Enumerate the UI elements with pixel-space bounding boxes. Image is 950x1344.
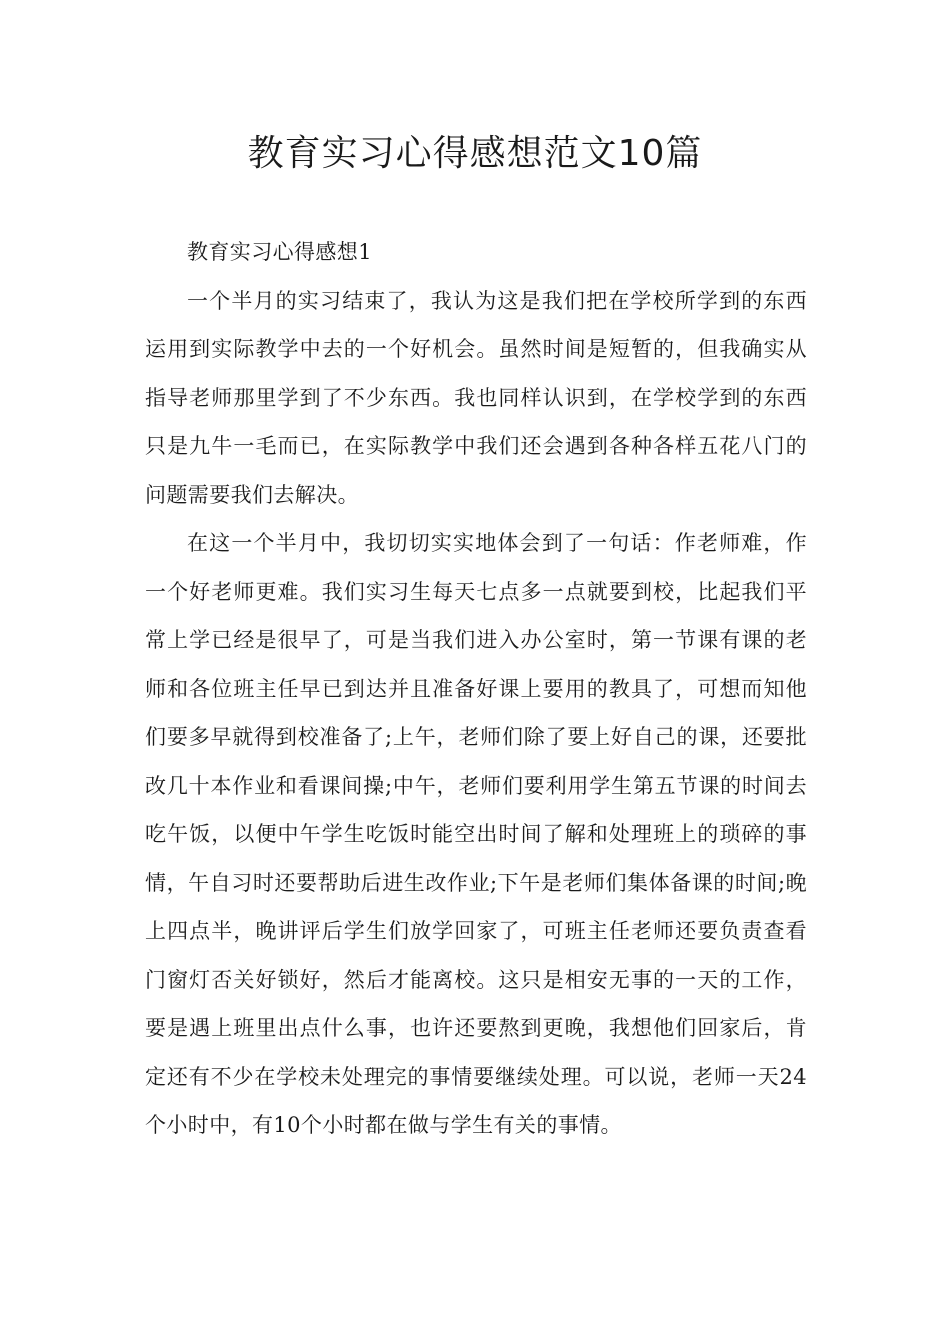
section-heading: 教育实习心得感想1 — [187, 240, 372, 264]
paragraph-1: 一个半月的实习结束了，我认为这是我们把在学校所学到的东西运用到实际教学中去的一个好机会。虽然时间是短暂的，但我确实从指导老师那里学到了不少东西。我也同样认识到，在学校学到的东西只是九牛一毛而已，在实际教学中我们还会遇到各种各样五花八门的问题需要我们去解决。 — [145, 288, 807, 507]
document-body — [145, 228, 807, 1150]
document-title: 教育实习心得感想范文10篇 — [247, 133, 703, 174]
paragraph-2: 在这一个半月中，我切切实实地体会到了一句话：作老师难，作一个好老师更难。我们实习生每天七点多一点就要到校，比起我们平常上学已经是很早了，可是当我们进入办公室时，第一节课有课的老师和各位班主任早已到达并且准备好课上要用的教具了，可想而知他们要多早就得到校准备了;上午，老师们除了要上好自己的课，还要批改几十本作业和看课间操;中午，老师们要利用学生第五节课的时间去吃午饭，以便中午学生吃饭时能空出时间了解和处理班上的琐碎的事情，午自习时还要帮助后进生改作业;下午是老师们集体备课的时间;晚上四点半，晚讲评后学生们放学回家了，可班主任老师还要负责查看门窗灯否关好锁好，然后才能离校。这只是相安无事的一天的工作，要是遇上班里出点什么事，也许还要熬到更晚，我想他们回家后，肯定还有不少在学校未处理完的事情要继续处理。可以说，老师一天24个小时中，有10个小时都在做与学生有关的事情。 — [145, 531, 807, 1137]
